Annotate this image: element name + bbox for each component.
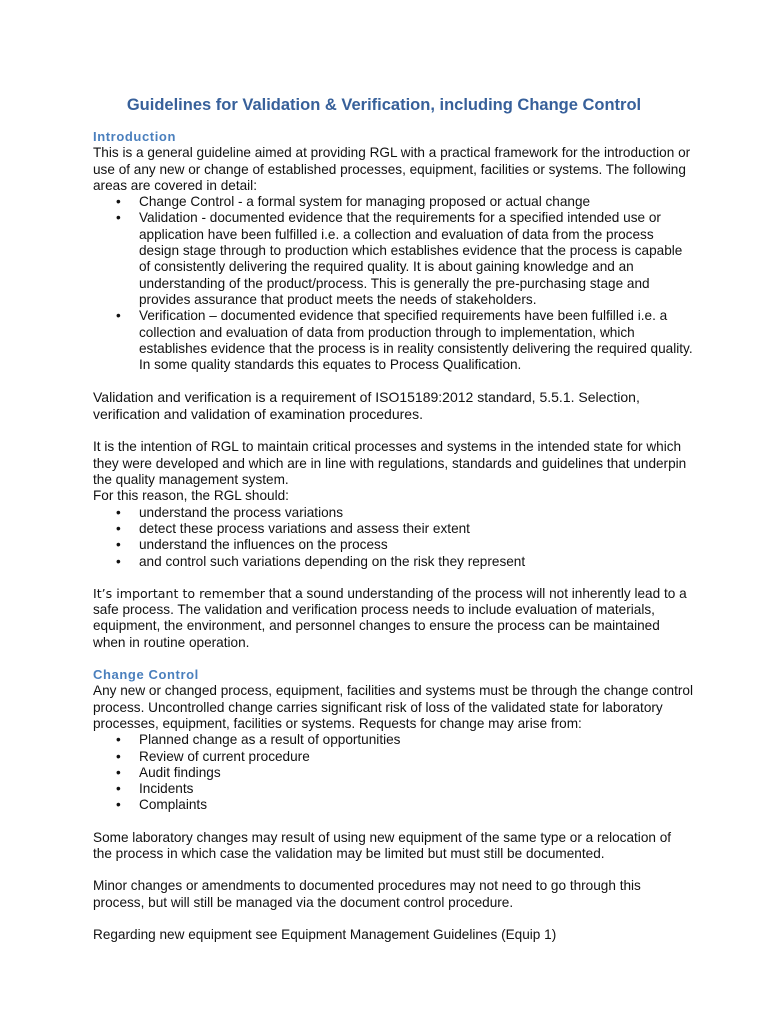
change-sources-list [93,732,693,813]
new-equipment-paragraph: Regarding new equipment see Equipment Management Guidelines (Equip 1) [93,926,557,942]
important-paragraph [93,586,693,651]
rgl-actions-list [93,505,693,570]
list-item: • Audit findings [93,765,693,781]
reason-lead: For this reason, the RGL should: [93,488,289,504]
intent-paragraph: It is the intention of RGL to maintain critical processes and systems in the intended state for which they were developed and which are in line with regulations, standards and guidelines that underpin the quality management system. [93,439,687,488]
list-item: • Planned change as a result of opportunities [93,732,693,748]
laboratory-changes-paragraph: Some laboratory changes may result of using new equipment of the same type or a relocation of the process in which case the validation may be limited but must still be documented. [93,829,672,861]
list-item: • detect these process variations and assess their extent [93,521,693,537]
introduction-lead: This is a general guideline aimed at providing RGL with a practical framework for the introduction or use of any new or change of established processes, equipment, facilities or systems. The following areas are covered in detail: [93,145,691,193]
list-item: • Validation - documented evidence that the requirements for a specified intended use or application have been fulfilled i.e. a collection and evaluation of data from the process design stage through to production which establishes evidence that the process is capable of consistently delivering the required quality. It is about gaining knowledge and an understanding of the product/process. This is generally the pre-purchasing stage and provides assurance that product meets the needs of stakeholders. [93,210,693,308]
document-body [93,129,693,943]
list-item: • and control such variations depending on the risk they represent [93,554,693,570]
list-item: • Complaints [93,797,693,813]
minor-changes-paragraph: Minor changes or amendments to documented procedures may not need to go through this process, but will still be managed via the document control procedure. [93,878,641,910]
document-title: Guidelines for Validation & Verification, including Change Control [126,96,642,114]
list-item: • Review of current procedure [93,749,693,765]
iso-paragraph: Validation and verification is a requirement of ISO15189:2012 standard, 5.5.1. Selection, verification and validation of examination procedures. [93,389,640,423]
list-item: • understand the influences on the process [93,537,693,553]
change-control-heading: Change Control [93,667,199,683]
covered-areas-list [93,194,693,373]
list-item: • Incidents [93,781,693,797]
list-item: • Change Control - a formal system for managing proposed or actual change [93,194,693,210]
list-item: • Verification – documented evidence that specified requirements have been fulfilled i.e. a collection and evaluation of data from production through to implementation, which establishes evidence that the process is in reality consistently delivering the required quality. In some quality standards this equates to Process Qualification. [93,308,693,373]
important-rest: that a sound understanding of the process will not inherently lead to a safe process. The validation and verification process needs to include evaluation of materials, equipment, the environment, and personnel changes to ensure the process can be maintained when in routine operation. [93,585,687,650]
important-lead: It’s important to remember [93,585,265,601]
list-item: • understand the process variations [93,505,693,521]
introduction-heading: Introduction [93,129,177,144]
change-control-lead: Any new or changed process, equipment, facilities and systems must be through the change control process. Uncontrolled change carries significant risk of loss of the validated state for laboratory processes, equipment, facilities or systems. Requests for change may arise from: [93,683,693,731]
